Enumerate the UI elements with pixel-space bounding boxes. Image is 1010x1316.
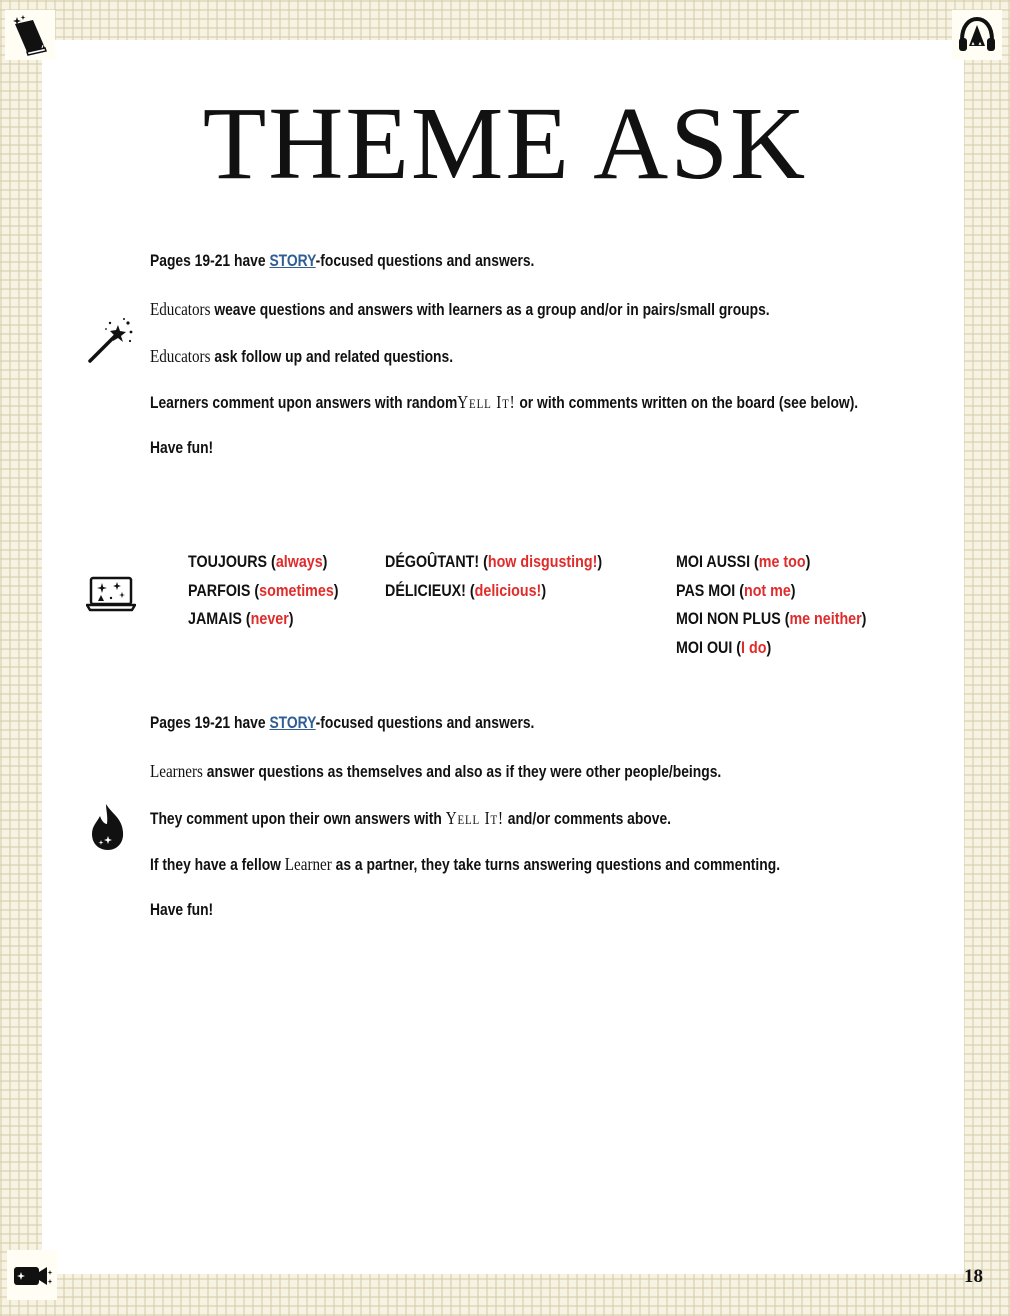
section1-comment-text: Learners comment upon answers with random: [150, 394, 458, 412]
phrase-item: MOI AUSSI (me too): [676, 552, 811, 571]
section2-partner-suffix: as a partner, they take turns answering questions and commenting.: [331, 856, 781, 874]
section1-line-pages: [150, 252, 534, 271]
section1-weave-text: weave questions and answers with learners as a group and/or in pairs/small groups.: [210, 301, 770, 319]
section2-answer-text: answer questions as themselves and also as if they were other people/beings.: [202, 763, 722, 781]
phrase-french: TOUJOURS: [188, 552, 268, 571]
phrase-translation: sometimes: [259, 580, 334, 600]
section1-line-followup: [150, 346, 453, 367]
phrase-column-agreement: [676, 552, 903, 666]
section2-comment-suffix: and/or comments above.: [503, 810, 672, 828]
section1-line-weave: [150, 299, 770, 320]
section1-followup-text: ask follow up and related questions.: [210, 348, 454, 366]
section1-pages-suffix: -focused questions and answers.: [315, 252, 535, 270]
phrase-french: DÉLICIEUX!: [385, 580, 466, 600]
corner-bottom-left: [7, 1250, 57, 1300]
section2-pages-text: Pages 19-21 have: [150, 714, 270, 732]
phrase-item: MOI OUI (I do): [676, 637, 772, 657]
phrase-translation: not me: [743, 580, 791, 600]
learner-label: Learner: [284, 854, 332, 874]
section1-line-havefun: Have fun!: [150, 439, 214, 457]
phrase-translation: never: [250, 609, 289, 628]
phrase-item: DÉLICIEUX! (delicious!): [385, 580, 547, 600]
phrase-french: MOI AUSSI: [676, 552, 751, 571]
phrase-translation: me neither: [789, 609, 862, 628]
page-title: THEME ASK: [202, 86, 808, 201]
phrase-column-reactions: [385, 552, 643, 609]
educators-label: Educators: [150, 299, 211, 319]
phrase-french: MOI NON PLUS: [676, 609, 781, 628]
phrase-item: PAS MOI (not me): [676, 580, 796, 600]
corner-top-left: [5, 10, 55, 60]
phrase-item: MOI NON PLUS (me neither): [676, 609, 867, 628]
phrase-translation: always: [275, 552, 323, 571]
phrase-french: PARFOIS: [188, 580, 251, 600]
section1-comment-suffix: or with comments written on the board (see below).: [515, 394, 859, 412]
corner-top-right: [952, 10, 1002, 60]
magic-laptop-icon: [86, 574, 136, 614]
phrase-column-frequency: [188, 552, 367, 638]
flame-icon: [88, 802, 128, 852]
magic-camera-icon: [11, 1254, 53, 1296]
story-link[interactable]: STORY: [269, 714, 316, 732]
phrase-item: DÉGOÛTANT! (how disgusting!): [385, 552, 603, 571]
section2-line-havefun: Have fun!: [150, 901, 214, 919]
phrase-french: DÉGOÛTANT!: [385, 552, 480, 571]
educators-label: Educators: [150, 346, 211, 366]
magic-wand-icon: [84, 315, 136, 367]
yell-it-label: Yell It!: [445, 808, 504, 828]
phrase-item: JAMAIS (never): [188, 609, 294, 628]
section2-pages-suffix: -focused questions and answers.: [315, 714, 535, 732]
phrase-french: JAMAIS: [188, 609, 242, 628]
section1-line-comment: [150, 392, 858, 413]
section2-line-answer: [150, 761, 721, 782]
phrase-french: MOI OUI: [676, 637, 733, 657]
learners-label: Learners: [150, 761, 203, 781]
spellbook-icon: [9, 14, 51, 56]
yell-it-label: Yell It!: [457, 392, 516, 412]
page-number: 18: [964, 1266, 983, 1287]
section2-line-pages: [150, 714, 534, 733]
phrase-item: TOUJOURS (always): [188, 552, 328, 571]
section2-line-partner: [150, 854, 780, 875]
section2-partner-text: If they have a fellow: [150, 856, 285, 874]
phrase-french: PAS MOI: [676, 580, 736, 600]
section1-pages-text: Pages 19-21 have: [150, 252, 270, 270]
story-link[interactable]: STORY: [269, 252, 316, 270]
phrase-translation: how disgusting!: [487, 552, 598, 571]
phrase-translation: I do: [741, 637, 767, 657]
wizard-headphones-icon: [956, 14, 998, 56]
phrase-translation: me too: [758, 552, 806, 571]
phrase-item: PARFOIS (sometimes): [188, 580, 339, 600]
section2-comment-text: They comment upon their own answers with: [150, 810, 446, 828]
section2-line-comment: [150, 808, 671, 829]
phrase-translation: delicious!: [474, 580, 542, 600]
